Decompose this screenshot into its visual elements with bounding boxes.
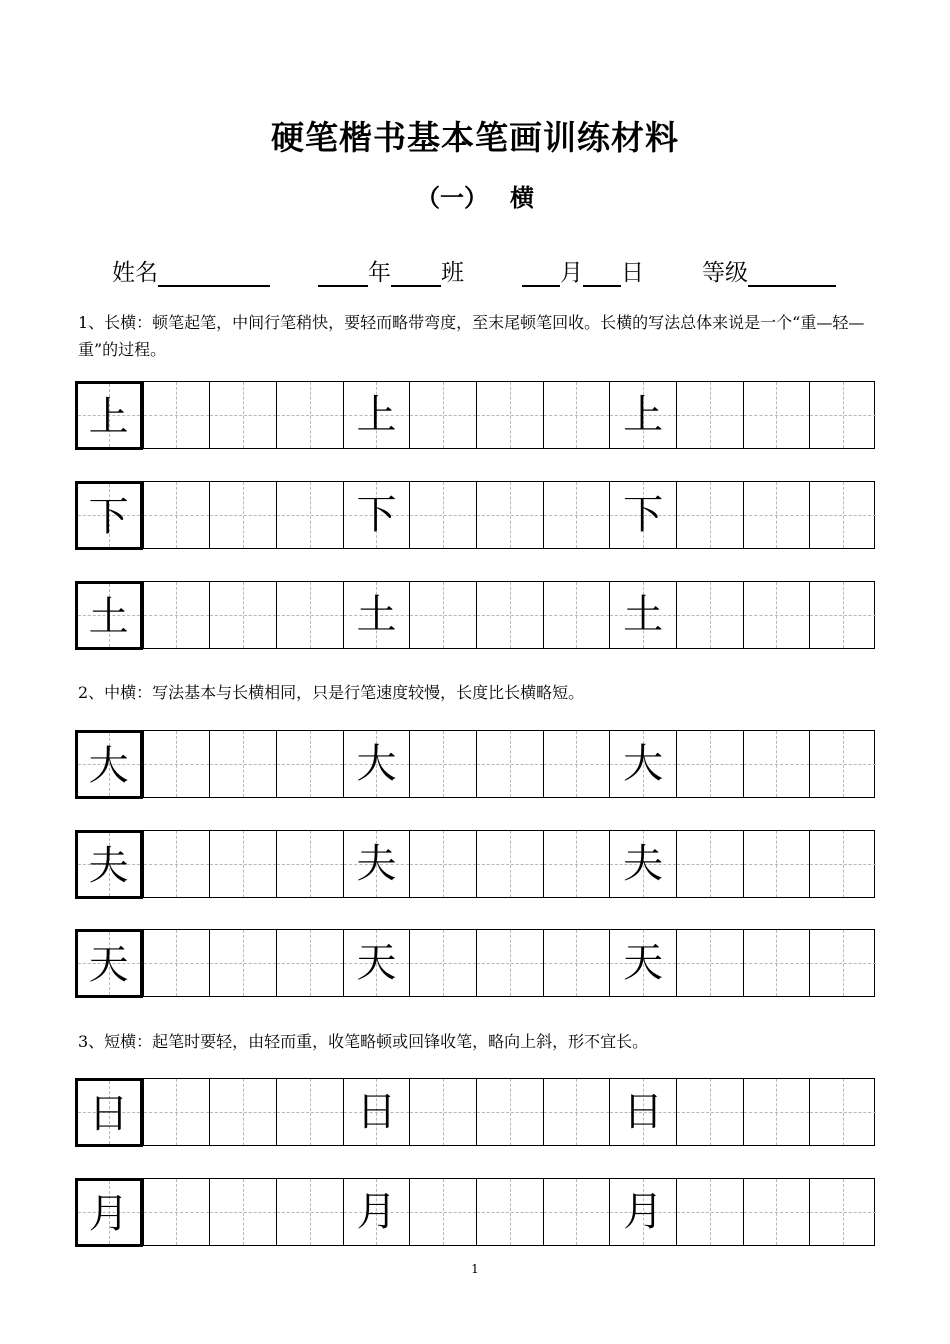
sample-cell (75, 1078, 143, 1147)
sample-character: 大 (356, 741, 397, 787)
guide-line-vertical (243, 1179, 244, 1245)
practice-cell[interactable] (743, 382, 810, 448)
page-subtitle (0, 178, 950, 213)
name-blank[interactable] (158, 261, 270, 287)
practice-cell[interactable] (409, 1179, 476, 1245)
guide-line-vertical (576, 930, 577, 996)
name-field[interactable] (112, 254, 270, 287)
sample-cell (343, 731, 410, 797)
practice-cell[interactable] (809, 582, 876, 648)
practice-cell[interactable] (676, 831, 743, 897)
sample-cell (609, 930, 676, 996)
practice-cell[interactable] (143, 731, 210, 797)
sample-character: 夫 (623, 841, 664, 887)
practice-cell[interactable] (276, 731, 343, 797)
sample-cell (343, 1179, 410, 1245)
practice-cell[interactable] (209, 1079, 276, 1145)
sample-cell (75, 730, 143, 799)
practice-cell[interactable] (743, 1179, 810, 1245)
practice-cell[interactable] (543, 582, 610, 648)
practice-cell[interactable] (543, 1079, 610, 1145)
sample-cell (609, 1179, 676, 1245)
practice-cell[interactable] (543, 930, 610, 996)
guide-line-vertical (310, 831, 311, 897)
sample-character: 天 (623, 940, 664, 986)
guide-line-vertical (310, 482, 311, 548)
practice-cell[interactable] (409, 831, 476, 897)
guide-line-vertical (176, 930, 177, 996)
guide-line-vertical (310, 930, 311, 996)
sample-character: 天 (88, 941, 129, 988)
practice-cell[interactable] (209, 731, 276, 797)
guide-line-vertical (176, 1179, 177, 1245)
sample-character: 土 (356, 592, 397, 638)
guide-line-vertical (776, 482, 777, 548)
practice-cell[interactable] (676, 1179, 743, 1245)
subtitle-stroke: 横 (510, 184, 534, 212)
practice-cell[interactable] (543, 731, 610, 797)
guide-line-vertical (776, 382, 777, 448)
grade-field[interactable] (702, 254, 836, 287)
month-label: 月 (560, 260, 583, 286)
sample-cell (609, 831, 676, 897)
practice-cell[interactable] (543, 382, 610, 448)
sample-character: 夫 (356, 841, 397, 887)
guide-line-vertical (510, 1079, 511, 1145)
practice-cell[interactable] (809, 482, 876, 548)
guide-line-vertical (443, 382, 444, 448)
sample-character: 日 (356, 1089, 397, 1135)
guide-line-vertical (510, 482, 511, 548)
sample-character: 下 (356, 492, 397, 538)
guide-line-vertical (243, 1079, 244, 1145)
section-1-text: 1、长横：顿笔起笔，中间行笔稍快，要轻而略带弯度，至末尾顿笔回收。长横的写法总体来说是一个“重—轻—重”的过程。 (78, 313, 865, 359)
guide-line-vertical (443, 482, 444, 548)
practice-cell[interactable] (809, 1079, 876, 1145)
practice-cell[interactable] (676, 731, 743, 797)
sample-character: 上 (356, 392, 397, 438)
guide-line-vertical (443, 582, 444, 648)
practice-cell[interactable] (143, 831, 210, 897)
practice-cell[interactable] (676, 482, 743, 548)
sample-cell (75, 929, 143, 998)
guide-line-vertical (843, 1179, 844, 1245)
practice-cell[interactable] (409, 582, 476, 648)
guide-line-vertical (776, 1179, 777, 1245)
sample-cell (343, 1079, 410, 1145)
subtitle-number: （一） (416, 184, 488, 212)
practice-cell[interactable] (476, 731, 543, 797)
sample-character: 月 (356, 1189, 397, 1235)
practice-cell[interactable] (276, 582, 343, 648)
practice-cell[interactable] (143, 382, 210, 448)
guide-line-vertical (576, 482, 577, 548)
sample-cell (75, 581, 143, 650)
practice-cell[interactable] (143, 482, 210, 548)
practice-cell[interactable] (476, 930, 543, 996)
guide-line-vertical (710, 1079, 711, 1145)
guide-line-vertical (576, 1179, 577, 1245)
guide-line-vertical (843, 930, 844, 996)
practice-cell[interactable] (476, 382, 543, 448)
guide-line-vertical (310, 582, 311, 648)
practice-cell[interactable] (209, 1179, 276, 1245)
practice-cell[interactable] (809, 382, 876, 448)
guide-line-vertical (310, 1179, 311, 1245)
guide-line-vertical (243, 831, 244, 897)
sample-character: 日 (88, 1090, 129, 1137)
sample-cell (609, 1079, 676, 1145)
guide-line-vertical (510, 831, 511, 897)
practice-cell[interactable] (209, 582, 276, 648)
guide-line-vertical (443, 930, 444, 996)
guide-line-vertical (176, 382, 177, 448)
practice-cell[interactable] (276, 482, 343, 548)
section-3-text: 3、短横：起笔时要轻，由轻而重，收笔略顿或回锋收笔，略向上斜，形不宜长。 (78, 1032, 649, 1051)
sample-character: 上 (623, 392, 664, 438)
sample-character: 大 (623, 741, 664, 787)
practice-cell[interactable] (409, 382, 476, 448)
practice-cell[interactable] (209, 382, 276, 448)
grade-blank[interactable] (748, 261, 836, 287)
guide-line-vertical (176, 1079, 177, 1145)
sample-cell (75, 830, 143, 899)
guide-line-vertical (843, 482, 844, 548)
practice-cell[interactable] (409, 930, 476, 996)
grade-label: 等级 (702, 260, 748, 286)
practice-cell[interactable] (276, 930, 343, 996)
guide-line-vertical (310, 382, 311, 448)
guide-line-vertical (176, 831, 177, 897)
sample-cell (343, 482, 410, 548)
practice-cell[interactable] (476, 831, 543, 897)
practice-cell[interactable] (809, 1179, 876, 1245)
practice-cell[interactable] (476, 482, 543, 548)
practice-cell[interactable] (676, 930, 743, 996)
practice-row (75, 1178, 875, 1246)
practice-row (75, 730, 875, 798)
guide-line-vertical (710, 582, 711, 648)
sample-cell (75, 481, 143, 550)
class-label: 班 (441, 260, 464, 286)
guide-line-vertical (710, 930, 711, 996)
sample-character: 天 (356, 940, 397, 986)
practice-cell[interactable] (209, 930, 276, 996)
practice-cell[interactable] (209, 482, 276, 548)
sample-character: 日 (623, 1089, 664, 1135)
practice-cell[interactable] (143, 1179, 210, 1245)
practice-row (75, 581, 875, 649)
practice-cell[interactable] (676, 1079, 743, 1145)
sample-character: 上 (88, 393, 129, 440)
practice-cell[interactable] (276, 1179, 343, 1245)
guide-line-vertical (176, 731, 177, 797)
guide-line-vertical (176, 582, 177, 648)
year-label: 年 (368, 260, 391, 286)
practice-cell[interactable] (409, 1079, 476, 1145)
day-blank[interactable] (583, 261, 621, 287)
practice-cell[interactable] (743, 1079, 810, 1145)
sample-cell (609, 582, 676, 648)
practice-row (75, 481, 875, 549)
guide-line-vertical (576, 582, 577, 648)
practice-cell[interactable] (143, 930, 210, 996)
guide-line-vertical (576, 831, 577, 897)
guide-line-vertical (510, 731, 511, 797)
guide-line-vertical (510, 382, 511, 448)
guide-line-vertical (443, 831, 444, 897)
guide-line-vertical (443, 731, 444, 797)
sample-character: 土 (623, 592, 664, 638)
sample-character: 夫 (88, 842, 129, 889)
day-label: 日 (621, 260, 644, 286)
sample-character: 月 (623, 1189, 664, 1235)
practice-cell[interactable] (743, 831, 810, 897)
sample-cell (343, 582, 410, 648)
practice-row (75, 381, 875, 449)
guide-line-vertical (776, 930, 777, 996)
guide-line-vertical (243, 482, 244, 548)
practice-row (75, 929, 875, 997)
practice-cell[interactable] (809, 831, 876, 897)
guide-line-vertical (243, 930, 244, 996)
sample-character: 大 (88, 742, 129, 789)
practice-cell[interactable] (676, 582, 743, 648)
guide-line-vertical (243, 582, 244, 648)
practice-cell[interactable] (276, 1079, 343, 1145)
guide-line-vertical (710, 382, 711, 448)
practice-cell[interactable] (276, 831, 343, 897)
guide-line-vertical (510, 1179, 511, 1245)
practice-cell[interactable] (743, 482, 810, 548)
practice-cell[interactable] (476, 1179, 543, 1245)
sample-cell (609, 731, 676, 797)
practice-cell[interactable] (276, 382, 343, 448)
guide-line-vertical (843, 731, 844, 797)
guide-line-vertical (843, 582, 844, 648)
guide-line-vertical (510, 582, 511, 648)
guide-line-vertical (776, 731, 777, 797)
class-blank[interactable] (391, 261, 441, 287)
guide-line-vertical (576, 1079, 577, 1145)
sample-cell (75, 381, 143, 450)
sample-cell (609, 482, 676, 548)
practice-cell[interactable] (143, 1079, 210, 1145)
practice-cell[interactable] (143, 582, 210, 648)
guide-line-vertical (776, 831, 777, 897)
guide-line-vertical (176, 482, 177, 548)
practice-cell[interactable] (476, 582, 543, 648)
sample-character: 土 (88, 593, 129, 640)
guide-line-vertical (843, 1079, 844, 1145)
guide-line-vertical (710, 1179, 711, 1245)
sample-character: 月 (88, 1190, 129, 1237)
section-2-text: 2、中横：写法基本与长横相同，只是行笔速度较慢，长度比长横略短。 (78, 683, 585, 702)
page-number: 1 (471, 1262, 479, 1276)
sample-cell (75, 1178, 143, 1247)
practice-cell[interactable] (809, 731, 876, 797)
guide-line-vertical (443, 1079, 444, 1145)
guide-line-vertical (776, 1079, 777, 1145)
practice-cell[interactable] (409, 482, 476, 548)
guide-line-vertical (443, 1179, 444, 1245)
year-class-field[interactable] (318, 254, 464, 287)
practice-row (75, 1078, 875, 1146)
practice-cell[interactable] (676, 382, 743, 448)
guide-line-vertical (843, 382, 844, 448)
guide-line-vertical (310, 1079, 311, 1145)
guide-line-vertical (576, 731, 577, 797)
name-label: 姓名 (112, 260, 158, 286)
practice-cell[interactable] (476, 1079, 543, 1145)
guide-line-vertical (710, 731, 711, 797)
practice-cell[interactable] (743, 731, 810, 797)
practice-cell[interactable] (743, 582, 810, 648)
sample-character: 下 (88, 493, 129, 540)
practice-cell[interactable] (543, 482, 610, 548)
date-field[interactable] (522, 254, 644, 287)
practice-cell[interactable] (809, 930, 876, 996)
practice-cell[interactable] (543, 1179, 610, 1245)
year-blank[interactable] (318, 261, 368, 287)
guide-line-vertical (310, 731, 311, 797)
practice-cell[interactable] (209, 831, 276, 897)
page-title: 硬笔楷书基本笔画训练材料 (271, 118, 679, 157)
sample-cell (343, 831, 410, 897)
sample-character: 下 (623, 492, 664, 538)
sample-cell (343, 382, 410, 448)
guide-line-vertical (843, 831, 844, 897)
guide-line-vertical (710, 831, 711, 897)
practice-cell[interactable] (409, 731, 476, 797)
practice-cell[interactable] (743, 930, 810, 996)
guide-line-vertical (243, 731, 244, 797)
practice-row (75, 830, 875, 898)
month-blank[interactable] (522, 261, 560, 287)
guide-line-vertical (776, 582, 777, 648)
guide-line-vertical (243, 382, 244, 448)
guide-line-vertical (710, 482, 711, 548)
guide-line-vertical (510, 930, 511, 996)
guide-line-vertical (576, 382, 577, 448)
sample-cell (609, 382, 676, 448)
sample-cell (343, 930, 410, 996)
practice-cell[interactable] (543, 831, 610, 897)
